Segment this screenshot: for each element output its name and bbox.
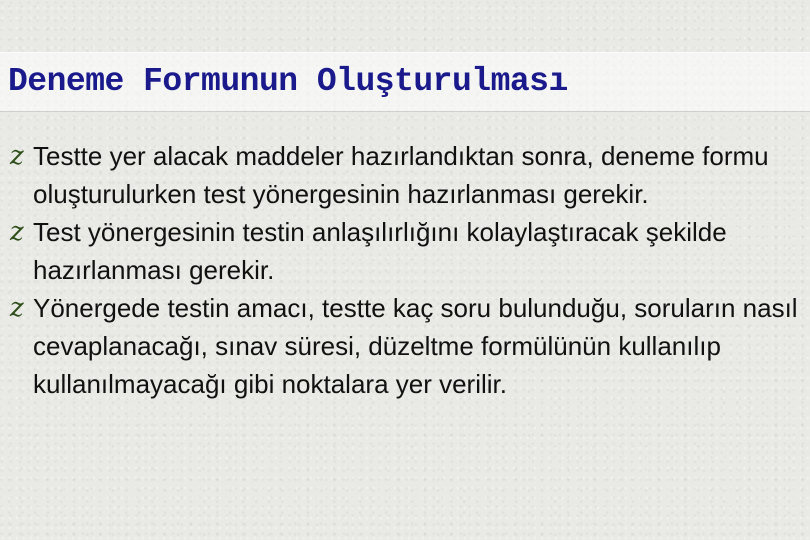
bullet-item (8, 213, 798, 289)
slide-title: Deneme Formunun Oluşturulması (8, 63, 568, 100)
bullet-item (8, 137, 798, 213)
bullet-z-icon: z (10, 293, 24, 323)
bullet-item (8, 289, 798, 403)
bullet-text: Testte yer alacak maddeler hazırlandıktan sonra, deneme formu oluşturulurken test yönergesinin hazırlanması gerekir. (33, 141, 769, 209)
bullet-z-icon: z (10, 217, 24, 247)
bullet-z-icon: z (10, 141, 24, 171)
bullet-list (8, 137, 798, 403)
bullet-text: Yönergede testin amacı, testte kaç soru bulunduğu, soruların nasıl cevaplanacağı, sınav süresi, düzeltme formülünün kullanılıp kullanılmayacağı gibi noktalara yer verilir. (33, 293, 798, 399)
bullet-text: Test yönergesinin testin anlaşılırlığını kolaylaştıracak şekilde hazırlanması gerekir. (33, 217, 727, 285)
